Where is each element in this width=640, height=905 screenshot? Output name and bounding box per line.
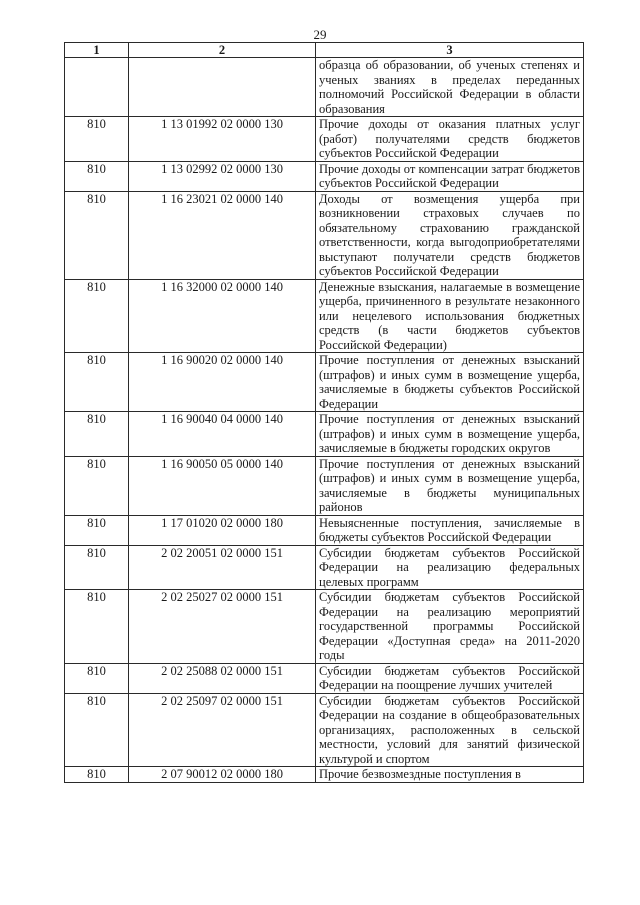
admin-code-cell: 810 <box>65 545 129 590</box>
description-cell: Субсидии бюджетам субъектов Российской Федерации на реализацию федеральных целевых программ <box>316 545 584 590</box>
budget-code-cell: 2 02 25027 02 0000 151 <box>129 590 316 664</box>
table-row <box>65 545 584 590</box>
table-row <box>65 58 584 117</box>
description-cell: Доходы от возмещения ущерба при возникновении страховых случаев по обязательному страхованию гражданской ответственности, когда выгодоприобретателями выступают получатели средств бюджетов субъектов Российской Федерации <box>316 191 584 279</box>
description-cell: Прочие поступления от денежных взысканий (штрафов) и иных сумм в возмещение ущерба, зачисляемые в бюджеты субъектов Российской Федерации <box>316 353 584 412</box>
admin-code-cell: 810 <box>65 693 129 767</box>
table-row <box>65 590 584 664</box>
description-cell: Субсидии бюджетам субъектов Российской Федерации на создание в общеобразовательных организациях, расположенных в сельской местности, условий для занятий физической культурой и спортом <box>316 693 584 767</box>
revenue-codes-table <box>64 42 584 783</box>
table-row <box>65 767 584 783</box>
budget-code-cell <box>129 58 316 117</box>
description-cell: Денежные взыскания, налагаемые в возмещение ущерба, причиненного в результате незаконного или нецелевого использования бюджетных средств (в части бюджетов субъектов Российской Федерации) <box>316 279 584 353</box>
description-cell: Прочие поступления от денежных взысканий (штрафов) и иных сумм в возмещение ущерба, зачисляемые в бюджеты муниципальных районов <box>316 456 584 515</box>
table-row <box>65 161 584 191</box>
description-cell: Прочие поступления от денежных взысканий (штрафов) и иных сумм в возмещение ущерба, зачисляемые в бюджеты городских округов <box>316 412 584 457</box>
budget-code-cell: 2 02 25088 02 0000 151 <box>129 663 316 693</box>
admin-code-cell: 810 <box>65 515 129 545</box>
table-header-row <box>65 43 584 58</box>
admin-code-cell <box>65 58 129 117</box>
admin-code-cell: 810 <box>65 279 129 353</box>
table-row <box>65 412 584 457</box>
description-cell: Прочие доходы от оказания платных услуг (работ) получателями средств бюджетов субъектов Российской Федерации <box>316 117 584 162</box>
budget-code-cell: 1 16 32000 02 0000 140 <box>129 279 316 353</box>
description-cell: Прочие безвозмездные поступления в <box>316 767 584 783</box>
budget-code-cell: 1 16 90020 02 0000 140 <box>129 353 316 412</box>
admin-code-cell: 810 <box>65 161 129 191</box>
admin-code-cell: 810 <box>65 353 129 412</box>
admin-code-cell: 810 <box>65 412 129 457</box>
budget-code-cell: 1 16 90040 04 0000 140 <box>129 412 316 457</box>
budget-code-cell: 2 02 25097 02 0000 151 <box>129 693 316 767</box>
column-header-1: 1 <box>65 43 129 58</box>
table-row <box>65 515 584 545</box>
table-row <box>65 279 584 353</box>
table-row <box>65 353 584 412</box>
admin-code-cell: 810 <box>65 767 129 783</box>
admin-code-cell: 810 <box>65 117 129 162</box>
table-row <box>65 117 584 162</box>
admin-code-cell: 810 <box>65 191 129 279</box>
admin-code-cell: 810 <box>65 590 129 664</box>
description-cell: Прочие доходы от компенсации затрат бюджетов субъектов Российской Федерации <box>316 161 584 191</box>
budget-code-cell: 2 07 90012 02 0000 180 <box>129 767 316 783</box>
column-header-3: 3 <box>316 43 584 58</box>
description-cell: Субсидии бюджетам субъектов Российской Федерации на реализацию мероприятий государственной программы Российской Федерации «Доступная среда» на 2011-2020 годы <box>316 590 584 664</box>
budget-code-cell: 1 16 90050 05 0000 140 <box>129 456 316 515</box>
budget-code-cell: 1 13 02992 02 0000 130 <box>129 161 316 191</box>
description-cell: образца об образовании, об ученых степенях и ученых званиях в пределах переданных полномочий Российской Федерации в области образования <box>316 58 584 117</box>
table-row <box>65 191 584 279</box>
admin-code-cell: 810 <box>65 663 129 693</box>
column-header-2: 2 <box>129 43 316 58</box>
description-cell: Невыясненные поступления, зачисляемые в бюджеты субъектов Российской Федерации <box>316 515 584 545</box>
budget-code-cell: 1 17 01020 02 0000 180 <box>129 515 316 545</box>
table-row <box>65 663 584 693</box>
table-row <box>65 693 584 767</box>
description-cell: Субсидии бюджетам субъектов Российской Федерации на поощрение лучших учителей <box>316 663 584 693</box>
budget-code-cell: 2 02 20051 02 0000 151 <box>129 545 316 590</box>
admin-code-cell: 810 <box>65 456 129 515</box>
budget-code-cell: 1 13 01992 02 0000 130 <box>129 117 316 162</box>
page-number: 29 <box>313 27 327 42</box>
table-row <box>65 456 584 515</box>
budget-code-cell: 1 16 23021 02 0000 140 <box>129 191 316 279</box>
